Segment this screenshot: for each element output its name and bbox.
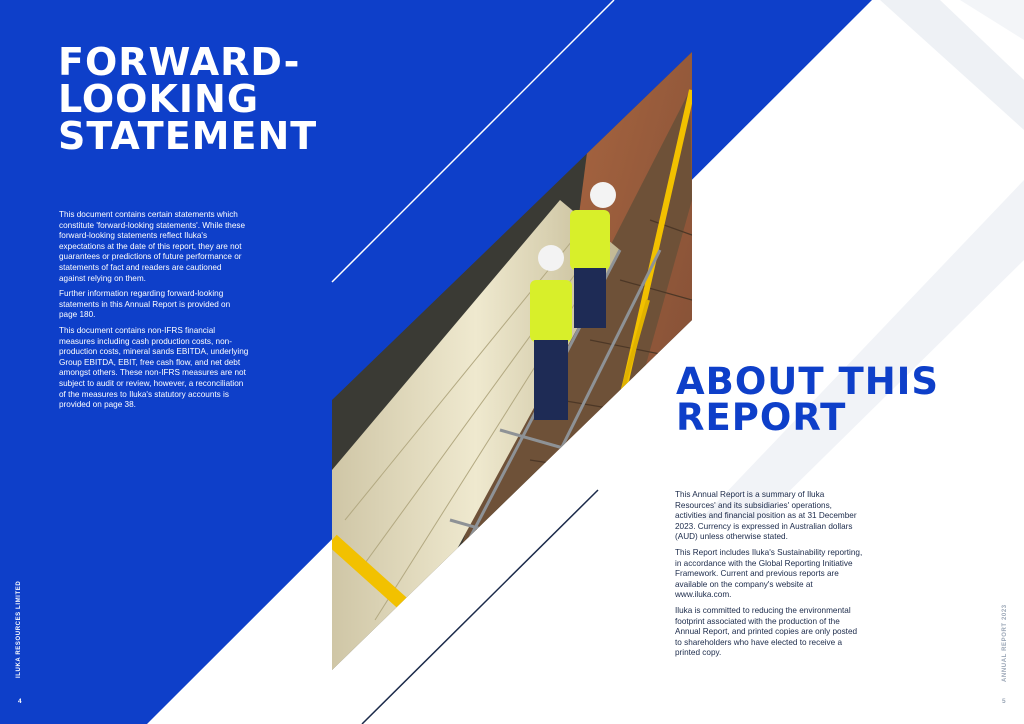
heading-line: LOOKING bbox=[58, 76, 260, 121]
report-side-label: ANNUAL REPORT 2023 bbox=[1002, 604, 1008, 682]
page-number-left: 4 bbox=[18, 698, 22, 705]
body-paragraph: This document contains non-IFRS financial measures including cash production costs, non-production costs, mineral sands EBITDA, underlying Group EBITDA, EBIT, free cash flow, and net debt amongst others. These non-IFRS measures are not subject to audit or review, however, a reconciliation of the measures to Iluka's statutory accounts is provided on page 38. bbox=[59, 325, 249, 410]
body-paragraph: This Annual Report is a summary of Iluka Resources' and its subsidiaries' operations, activities and financial position as at 31 December 2023. Currency is expressed in Australian dollars (AUD) unless otherwise stated. bbox=[675, 490, 857, 542]
about-report-body bbox=[675, 490, 865, 664]
heading-line: FORWARD- bbox=[58, 40, 301, 84]
forward-looking-body bbox=[59, 210, 249, 416]
heading-line: STATEMENT bbox=[58, 113, 318, 158]
body-paragraph: Further information regarding forward-looking statements in this Annual Report is provided on page 180. bbox=[59, 289, 231, 320]
grey-band-3 bbox=[700, 180, 1024, 520]
page-number-right: 5 bbox=[1002, 698, 1006, 705]
body-paragraph: This document contains certain statements which constitute 'forward-looking statements'. While these forward-looking statements reflect Iluka's expectations at the date of this report, they are not guarantees or predictions of future performance or statements of fact and readers are cautioned against relying on them. bbox=[59, 210, 246, 283]
body-paragraph: This Report includes Iluka's Sustainability reporting, in accordance with the Global Reporting Initiative Framework. Current and previous reports are available on the company's website at www.iluka.com. bbox=[675, 547, 863, 600]
forward-looking-heading bbox=[58, 40, 358, 158]
body-paragraph: Iluka is committed to reducing the environmental footprint associated with the production of the Annual Report, and printed copies are only posted to shareholders who have elected to receive a printed copy. bbox=[675, 605, 858, 658]
company-side-label: ILUKA RESOURCES LIMITED bbox=[16, 580, 22, 678]
about-report-heading bbox=[676, 360, 996, 439]
heading-line: ABOUT THIS bbox=[676, 360, 940, 403]
heading-line: REPORT bbox=[676, 395, 847, 439]
